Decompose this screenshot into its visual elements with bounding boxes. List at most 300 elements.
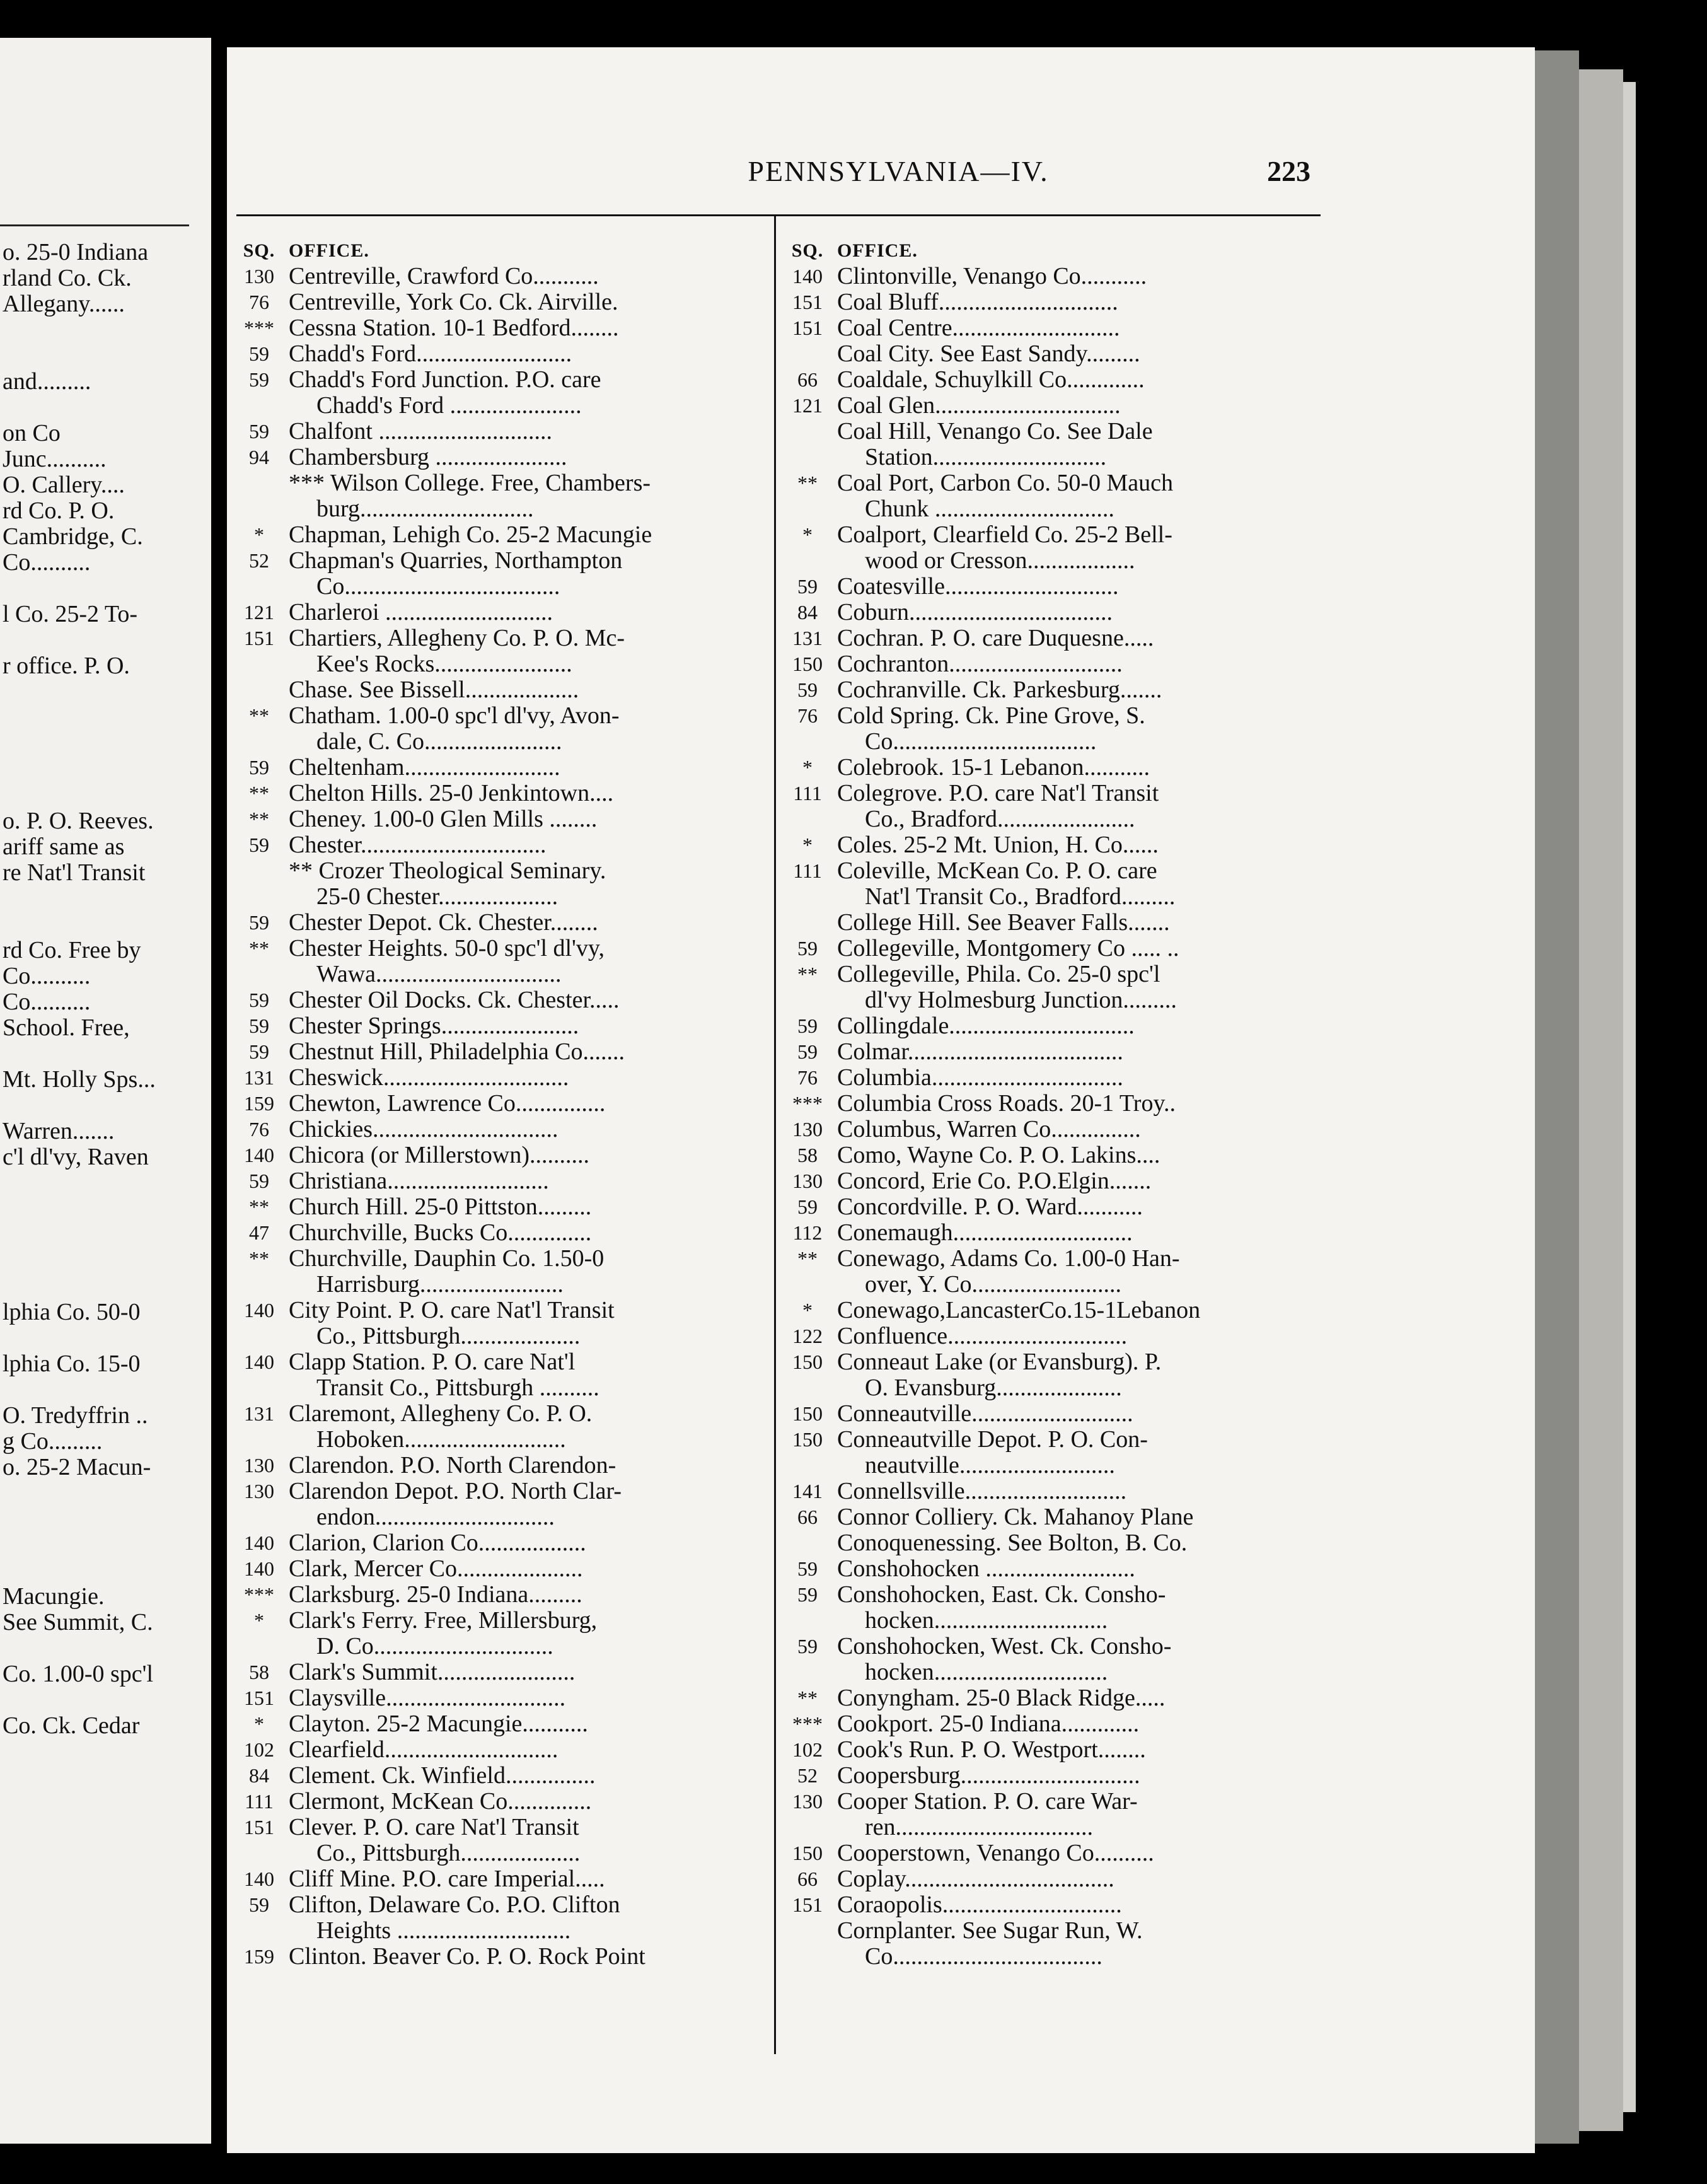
- directory-entry: [788, 755, 1324, 781]
- sq-number: 130: [244, 1454, 274, 1477]
- column-header: [788, 238, 1324, 264]
- office-name: Collegeville, Montgomery Co ..... ..: [837, 936, 1179, 961]
- directory-entry: [240, 1117, 775, 1142]
- office-name: Cornplanter. See Sugar Run, W.: [837, 1918, 1143, 1944]
- sq-number: 111: [793, 859, 822, 882]
- office-name: Coles. 25-2 Mt. Union, H. Co......: [837, 832, 1159, 858]
- facing-page-line: r office. P. O.: [3, 653, 130, 678]
- office-name: Coal Bluff..............................: [837, 289, 1118, 315]
- sq-number: 59: [249, 911, 269, 934]
- sq-number: **: [249, 937, 269, 960]
- office-name: Co....................................: [316, 574, 560, 600]
- directory-entry: [240, 729, 775, 755]
- office-name: Chestnut Hill, Philadelphia Co.......: [289, 1039, 625, 1065]
- directory-entry: [788, 1918, 1324, 1944]
- facing-page-line: o. 25-0 Indiana: [3, 240, 149, 265]
- directory-entry: [240, 1298, 775, 1323]
- sq-number: 122: [792, 1325, 823, 1347]
- directory-entry: [788, 1168, 1324, 1194]
- directory-entry: [788, 1634, 1324, 1659]
- office-name: Clarendon Depot. P.O. North Clar-: [289, 1478, 622, 1504]
- directory-entry: [788, 1246, 1324, 1272]
- office-name: Conewago, Adams Co. 1.00-0 Han-: [837, 1246, 1180, 1272]
- sq-header: SQ.: [791, 240, 824, 261]
- office-name: Collingdale...............................: [837, 1013, 1135, 1039]
- directory-entry: [788, 1298, 1324, 1323]
- facing-page-line: rd Co. Free by: [3, 938, 141, 963]
- directory-entry: [240, 264, 775, 289]
- facing-page: [0, 38, 211, 2144]
- office-name: Connellsville...........................: [837, 1478, 1127, 1504]
- directory-entry: [240, 884, 775, 910]
- directory-entry: [240, 1427, 775, 1453]
- office-name: Cookport. 25-0 Indiana.............: [837, 1711, 1140, 1737]
- sq-number: 150: [792, 653, 823, 675]
- directory-entry: [240, 1840, 775, 1866]
- sq-number: 59: [249, 1893, 269, 1916]
- directory-entry: [240, 1711, 775, 1737]
- directory-entry: [788, 1582, 1324, 1608]
- office-name: Co., Pittsburgh....................: [316, 1840, 581, 1866]
- directory-entry: [788, 858, 1324, 884]
- directory-entry: [788, 1789, 1324, 1815]
- sq-number: 140: [244, 1350, 274, 1373]
- office-name: Cooper Station. P. O. care War-: [837, 1789, 1138, 1815]
- sq-number: 59: [797, 937, 818, 960]
- office-name: Conyngham. 25-0 Black Ridge.....: [837, 1685, 1166, 1711]
- sq-number: 76: [797, 1066, 818, 1089]
- office-name: Cheltenham..........................: [289, 755, 560, 781]
- directory-entry: [788, 1763, 1324, 1789]
- office-name: Clarion, Clarion Co..................: [289, 1530, 586, 1556]
- office-name: Clinton. Beaver Co. P. O. Rock Point: [289, 1944, 645, 1970]
- office-name: Chartiers, Allegheny Co. P. O. Mc-: [289, 625, 625, 651]
- facing-page-line: Co..........: [3, 550, 91, 575]
- sq-number: 140: [244, 1144, 274, 1166]
- sq-number: 59: [249, 989, 269, 1011]
- sq-number: 66: [797, 1506, 818, 1528]
- directory-entry: [240, 858, 775, 884]
- column-header: [240, 238, 775, 264]
- office-name: Coleville, McKean Co. P. O. care: [837, 858, 1157, 884]
- directory-entry: [788, 1840, 1324, 1866]
- sq-number: 159: [244, 1092, 274, 1115]
- sq-number: 59: [797, 678, 818, 701]
- directory-entry: [788, 1220, 1324, 1246]
- directory-entry: [240, 832, 775, 858]
- sq-number: 131: [244, 1402, 274, 1425]
- office-name: Clark's Summit.......................: [289, 1659, 576, 1685]
- directory-entry: [240, 1453, 775, 1478]
- sq-number: 151: [792, 317, 823, 339]
- directory-entry: [240, 419, 775, 444]
- directory-entry: [788, 781, 1324, 806]
- office-name: Cheney. 1.00-0 Glen Mills ........: [289, 806, 598, 832]
- directory-entry: [788, 574, 1324, 600]
- sq-number: *: [802, 834, 813, 856]
- sq-number: 59: [249, 1170, 269, 1192]
- directory-entry: [788, 522, 1324, 548]
- directory-entry: [240, 1815, 775, 1840]
- sq-number: 59: [797, 1635, 818, 1658]
- sq-number: 140: [244, 1557, 274, 1580]
- directory-entry: [788, 264, 1324, 289]
- directory-entry: [240, 315, 775, 341]
- directory-entry: [788, 1272, 1324, 1298]
- sq-number: 102: [792, 1738, 823, 1761]
- sq-number: *: [254, 523, 264, 546]
- directory-entry: [240, 1401, 775, 1427]
- office-name: City Point. P. O. care Nat'l Transit: [289, 1298, 615, 1323]
- office-name: over, Y. Co.........................: [865, 1272, 1121, 1298]
- office-header: OFFICE.: [289, 240, 369, 261]
- office-name: Chewton, Lawrence Co...............: [289, 1091, 606, 1117]
- directory-entry: [240, 1349, 775, 1375]
- directory-entry: [240, 755, 775, 781]
- office-name: Conneautville Depot. P. O. Con-: [837, 1427, 1148, 1453]
- directory-entry: [240, 1375, 775, 1401]
- office-name: ** Crozer Theological Seminary.: [289, 858, 606, 884]
- office-name: Conshohocken, East. Ck. Consho-: [837, 1582, 1166, 1608]
- directory-entry: [240, 1142, 775, 1168]
- office-name: Coopersburg..............................: [837, 1763, 1140, 1789]
- directory-entry: [788, 832, 1324, 858]
- facing-page-line: Co..........: [3, 963, 91, 989]
- directory-entry: [240, 910, 775, 936]
- directory-entry: [788, 367, 1324, 393]
- sq-number: **: [797, 963, 818, 985]
- directory-entry: [240, 1323, 775, 1349]
- office-name: Coal Centre............................: [837, 315, 1120, 341]
- office-name: hocken.............................: [865, 1659, 1108, 1685]
- facing-page-line: c'l dl'vy, Raven: [3, 1144, 149, 1170]
- sq-number: 59: [249, 1014, 269, 1037]
- directory-entry: [788, 1323, 1324, 1349]
- office-name: Chicora (or Millerstown)..........: [289, 1142, 590, 1168]
- facing-page-line: l Co. 25-2 To-: [3, 601, 138, 627]
- office-name: Chase. See Bissell...................: [289, 677, 579, 703]
- office-name: Coatesville.............................: [837, 574, 1119, 600]
- office-name: Chester...............................: [289, 832, 547, 858]
- sq-number: *: [254, 1712, 264, 1735]
- sq-number: **: [797, 472, 818, 494]
- office-name: Claysville..............................: [289, 1685, 566, 1711]
- column-right: [788, 238, 1324, 1970]
- directory-entry: [788, 341, 1324, 367]
- directory-entry: [240, 987, 775, 1013]
- directory-entry: [788, 1117, 1324, 1142]
- directory-entry: [788, 1427, 1324, 1453]
- directory-entry: [788, 1815, 1324, 1840]
- sq-number: 130: [244, 265, 274, 288]
- office-name: Churchville, Bucks Co..............: [289, 1220, 592, 1246]
- office-name: Conemaugh..............................: [837, 1220, 1133, 1246]
- sq-number: 140: [244, 1531, 274, 1554]
- sq-number: 150: [792, 1402, 823, 1425]
- sq-number: 131: [792, 627, 823, 649]
- sq-number: 140: [244, 1299, 274, 1321]
- directory-entry: [240, 651, 775, 677]
- office-name: Christiana...........................: [289, 1168, 549, 1194]
- office-name: College Hill. See Beaver Falls.......: [837, 910, 1170, 936]
- page-edge: [1535, 50, 1579, 2144]
- page-title: PENNSYLVANIA—IV.: [748, 155, 1049, 187]
- sq-number: 151: [792, 291, 823, 313]
- sq-number: 59: [249, 756, 269, 779]
- sq-number: 151: [244, 627, 274, 649]
- facing-page-line: Allegany......: [3, 291, 125, 317]
- sq-number: 59: [797, 1195, 818, 1218]
- directory-entry: [240, 574, 775, 600]
- office-name: dl'vy Holmesburg Junction.........: [865, 987, 1177, 1013]
- sq-number: 59: [249, 368, 269, 391]
- directory-entry: [788, 1142, 1324, 1168]
- sq-number: **: [797, 1247, 818, 1270]
- office-name: Cooperstown, Venango Co..........: [837, 1840, 1154, 1866]
- sq-number: ***: [244, 1583, 274, 1606]
- sq-number: 58: [249, 1661, 269, 1683]
- facing-page-line: lphia Co. 15-0: [3, 1351, 141, 1376]
- sq-number: 130: [792, 1118, 823, 1141]
- office-name: Conshohocken, West. Ck. Consho-: [837, 1634, 1172, 1659]
- directory-entry: [240, 1194, 775, 1220]
- sq-number: 59: [797, 575, 818, 598]
- office-name: Cheswick...............................: [289, 1065, 569, 1091]
- office-name: burg.............................: [316, 496, 534, 522]
- office-name: Chickies...............................: [289, 1117, 558, 1142]
- directory-entry: [788, 1039, 1324, 1065]
- sq-number: **: [249, 704, 269, 727]
- office-name: Colebrook. 15-1 Lebanon...........: [837, 755, 1150, 781]
- directory-entry: [788, 444, 1324, 470]
- office-name: Clark's Ferry. Free, Millersburg,: [289, 1608, 598, 1634]
- directory-entry: [240, 1659, 775, 1685]
- directory-entry: [788, 600, 1324, 625]
- directory-entry: [788, 1349, 1324, 1375]
- directory-entry: [240, 781, 775, 806]
- sq-number: 84: [249, 1764, 269, 1787]
- directory-entry: [788, 806, 1324, 832]
- directory-entry: [240, 1634, 775, 1659]
- sq-number: 59: [797, 1014, 818, 1037]
- sq-number: 66: [797, 1867, 818, 1890]
- directory-entry: [240, 496, 775, 522]
- directory-entry: [240, 1504, 775, 1530]
- directory-entry: [240, 961, 775, 987]
- facing-page-line: Macungie.: [3, 1584, 105, 1609]
- directory-entry: [788, 625, 1324, 651]
- directory-entry: [788, 419, 1324, 444]
- sq-number: 151: [244, 1816, 274, 1838]
- office-name: Cook's Run. P. O. Westport........: [837, 1737, 1146, 1763]
- directory-entry: [240, 1789, 775, 1815]
- office-name: Clearfield.............................: [289, 1737, 558, 1763]
- directory-entry: [788, 1453, 1324, 1478]
- directory-entry: [788, 651, 1324, 677]
- directory-entry: [788, 1091, 1324, 1117]
- directory-entry: [240, 1013, 775, 1039]
- sq-number: 151: [792, 1893, 823, 1916]
- directory-entry: [788, 1530, 1324, 1556]
- directory-entry: [240, 1272, 775, 1298]
- sq-number: 130: [244, 1480, 274, 1502]
- directory-entry: [240, 1039, 775, 1065]
- directory-entry: [240, 1246, 775, 1272]
- sq-number: 76: [797, 704, 818, 727]
- directory-entry: [788, 1685, 1324, 1711]
- directory-entry: [240, 393, 775, 419]
- directory-entry: [788, 1866, 1324, 1892]
- office-name: Conshohocken .........................: [837, 1556, 1135, 1582]
- office-name: Columbus, Warren Co...............: [837, 1117, 1141, 1142]
- directory-entry: [788, 1737, 1324, 1763]
- page-edge: [1579, 69, 1623, 2131]
- office-name: Chunk ..............................: [865, 496, 1114, 522]
- directory-entry: [788, 496, 1324, 522]
- office-name: neautville..........................: [865, 1453, 1115, 1478]
- facing-page-line: and.........: [3, 369, 91, 394]
- office-name: 25-0 Chester....................: [316, 884, 558, 910]
- office-name: Transit Co., Pittsburgh ..........: [316, 1375, 599, 1401]
- office-name: Conoquenessing. See Bolton, B. Co.: [837, 1530, 1188, 1556]
- directory-entry: [788, 1194, 1324, 1220]
- facing-page-line: O. Callery....: [3, 472, 125, 497]
- sq-number: 150: [792, 1842, 823, 1864]
- directory-entry: [240, 1866, 775, 1892]
- office-name: Cochranton.............................: [837, 651, 1123, 677]
- office-name: Chadd's Ford ......................: [316, 393, 582, 419]
- sq-number: 59: [249, 342, 269, 365]
- sq-number: 94: [249, 446, 269, 468]
- sq-number: 121: [244, 601, 274, 624]
- directory-entry: [240, 1168, 775, 1194]
- facing-page-line: rd Co. P. O.: [3, 498, 115, 523]
- directory-entry: [240, 1685, 775, 1711]
- office-name: Chalfont .............................: [289, 419, 552, 444]
- directory-entry: [240, 1944, 775, 1970]
- directory-entry: [240, 341, 775, 367]
- sq-number: 111: [793, 782, 822, 804]
- office-name: Chester Springs.......................: [289, 1013, 579, 1039]
- office-name: Coal Port, Carbon Co. 50-0 Mauch: [837, 470, 1174, 496]
- directory-entry: [788, 1504, 1324, 1530]
- facing-page-line: g Co.........: [3, 1429, 103, 1454]
- office-name: Heights .............................: [316, 1918, 571, 1944]
- office-name: Co., Pittsburgh....................: [316, 1323, 581, 1349]
- office-name: Coalport, Clearfield Co. 25-2 Bell-: [837, 522, 1172, 548]
- directory-entry: [240, 1220, 775, 1246]
- office-name: Hoboken...........................: [316, 1427, 566, 1453]
- facing-page-line: See Summit, C.: [3, 1610, 153, 1635]
- sq-number: 52: [249, 549, 269, 572]
- directory-entry: [788, 1013, 1324, 1039]
- directory-entry: [240, 1091, 775, 1117]
- office-name: Chapman, Lehigh Co. 25-2 Macungie: [289, 522, 652, 548]
- directory-entry: [788, 1659, 1324, 1685]
- office-name: Conneautville...........................: [837, 1401, 1133, 1427]
- column-right-entries: [788, 264, 1324, 1970]
- directory-entry: [788, 1944, 1324, 1970]
- directory-entry: [788, 1892, 1324, 1918]
- facing-page-line: lphia Co. 50-0: [3, 1299, 141, 1325]
- office-name: Clarksburg. 25-0 Indiana.........: [289, 1582, 582, 1608]
- office-name: Centreville, York Co. Ck. Airville.: [289, 289, 618, 315]
- directory-entry: [240, 1478, 775, 1504]
- office-name: Chester Depot. Ck. Chester........: [289, 910, 598, 936]
- facing-page-line: rland Co. Ck.: [3, 265, 132, 291]
- facing-page-line: O. Tredyffrin ..: [3, 1403, 148, 1428]
- office-name: Cliff Mine. P.O. care Imperial.....: [289, 1866, 605, 1892]
- sq-header: SQ.: [243, 240, 275, 261]
- directory-entry: [240, 1892, 775, 1918]
- directory-entry: [788, 729, 1324, 755]
- sq-number: 150: [792, 1428, 823, 1451]
- sq-number: *: [802, 756, 813, 779]
- sq-number: **: [249, 782, 269, 804]
- office-header: OFFICE.: [837, 240, 918, 261]
- office-name: Chapman's Quarries, Northampton: [289, 548, 623, 574]
- facing-page-line: Mt. Holly Sps...: [3, 1067, 156, 1092]
- office-name: Cold Spring. Ck. Pine Grove, S.: [837, 703, 1145, 729]
- sq-number: 102: [244, 1738, 274, 1761]
- directory-entry: [240, 1918, 775, 1944]
- directory-entry: [788, 1556, 1324, 1582]
- directory-entry: [240, 1737, 775, 1763]
- sq-number: 59: [797, 1557, 818, 1580]
- office-name: hocken.............................: [865, 1608, 1108, 1634]
- directory-entry: [240, 470, 775, 496]
- sq-number: 58: [797, 1144, 818, 1166]
- directory-entry: [788, 936, 1324, 961]
- column-left-entries: [240, 264, 775, 1970]
- sq-number: 59: [797, 1040, 818, 1063]
- office-name: Confluence..............................: [837, 1323, 1128, 1349]
- office-name: Collegeville, Phila. Co. 25-0 spc'l: [837, 961, 1160, 987]
- directory-entry: [788, 1401, 1324, 1427]
- office-name: Coal City. See East Sandy.........: [837, 341, 1140, 367]
- directory-entry: [788, 961, 1324, 987]
- office-name: Clarendon. P.O. North Clarendon-: [289, 1453, 616, 1478]
- facing-page-rule: [0, 224, 189, 226]
- directory-entry: [240, 548, 775, 574]
- sq-number: **: [249, 808, 269, 830]
- office-name: Clement. Ck. Winfield...............: [289, 1763, 596, 1789]
- office-name: Chadd's Ford..........................: [289, 341, 572, 367]
- office-name: Centreville, Crawford Co...........: [289, 264, 599, 289]
- header-rule: [236, 214, 1321, 216]
- office-name: ren.................................: [865, 1815, 1094, 1840]
- sq-number: 59: [249, 420, 269, 443]
- directory-entry: [240, 806, 775, 832]
- office-name: Chelton Hills. 25-0 Jenkintown....: [289, 781, 614, 806]
- sq-number: *: [802, 1299, 813, 1321]
- office-name: Claremont, Allegheny Co. P. O.: [289, 1401, 593, 1427]
- directory-entry: [788, 910, 1324, 936]
- facing-page-line: Junc..........: [3, 446, 107, 472]
- sq-number: 130: [792, 1790, 823, 1813]
- office-name: dale, C. Co.......................: [316, 729, 562, 755]
- office-name: Chadd's Ford Junction. P.O. care: [289, 367, 601, 393]
- office-name: Cessna Station. 10-1 Bedford........: [289, 315, 619, 341]
- directory-entry: [240, 703, 775, 729]
- office-name: Coraopolis..............................: [837, 1892, 1122, 1918]
- page-edge: [1623, 82, 1636, 2112]
- office-name: Churchville, Dauphin Co. 1.50-0: [289, 1246, 605, 1272]
- office-name: Co..................................: [865, 729, 1097, 755]
- office-name: *** Wilson College. Free, Chambers-: [289, 470, 651, 496]
- office-name: Church Hill. 25-0 Pittston.........: [289, 1194, 592, 1220]
- sq-number: 76: [249, 1118, 269, 1141]
